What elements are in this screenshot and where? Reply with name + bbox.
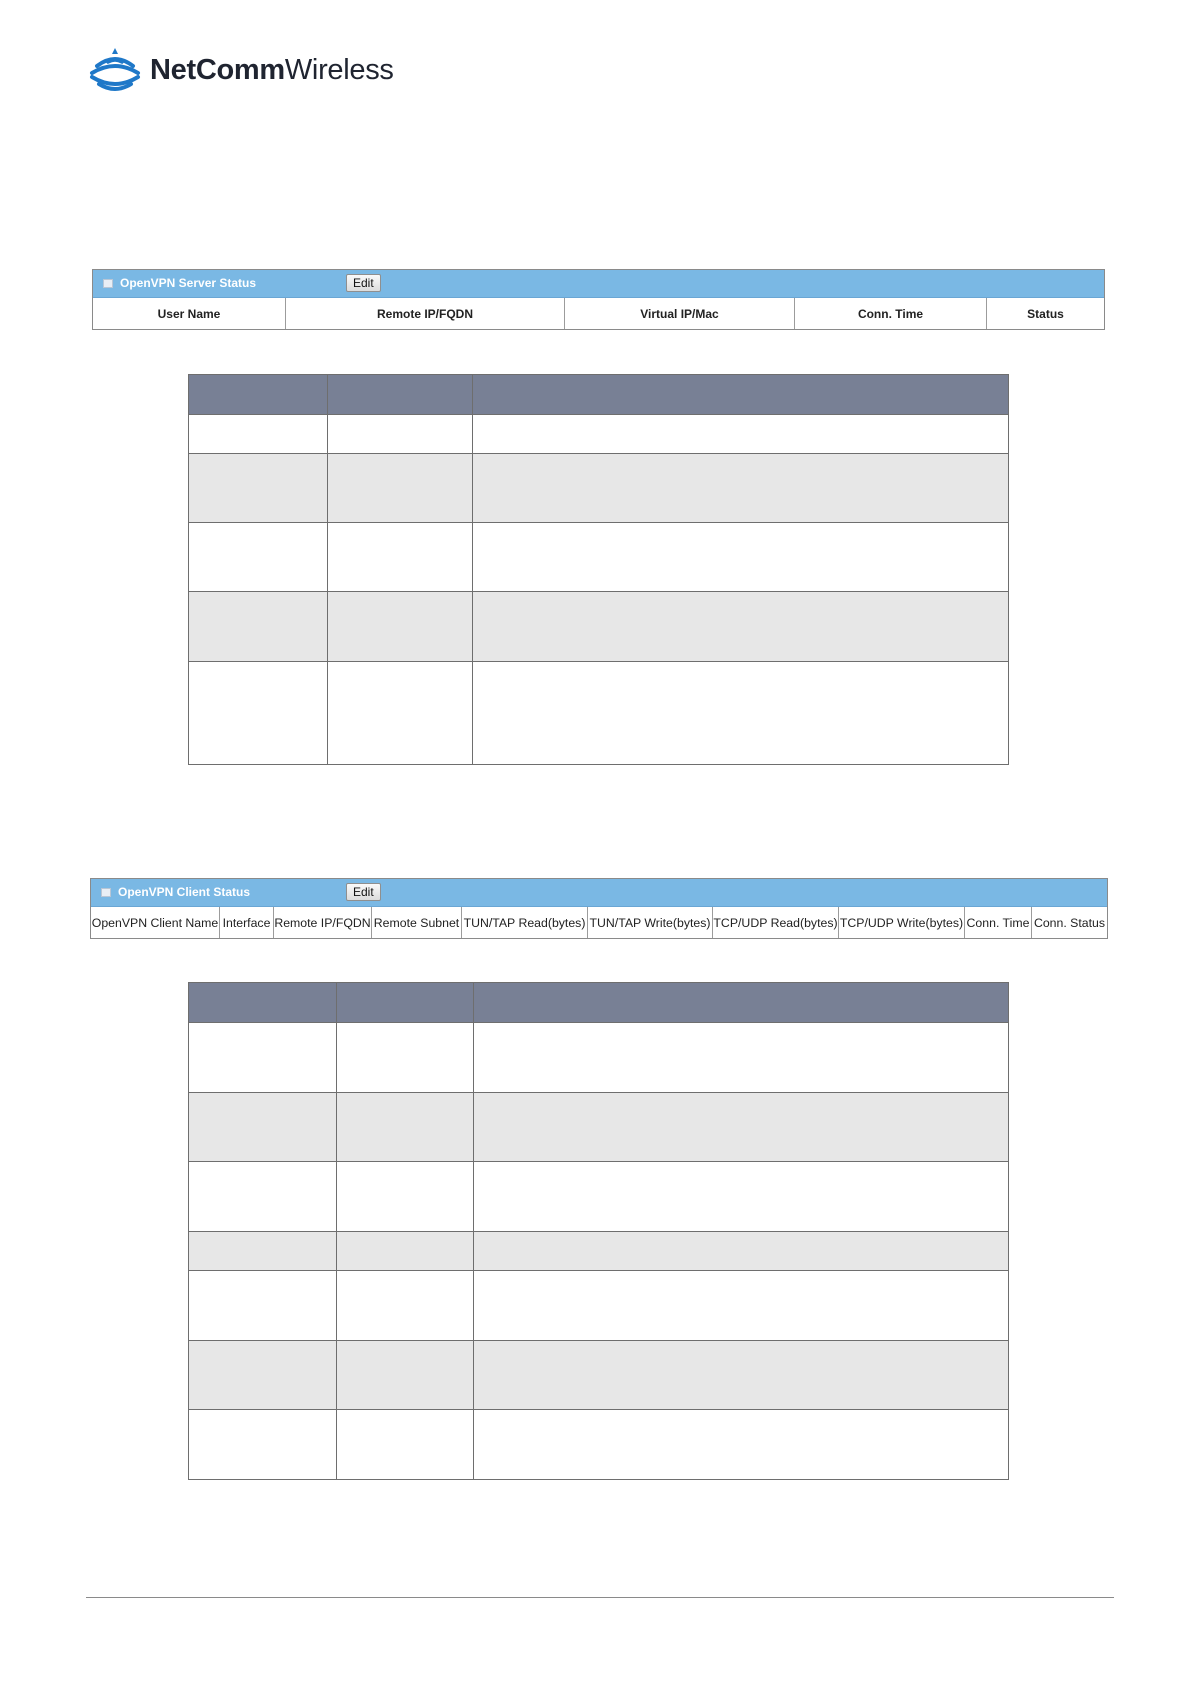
col-tuntap-read: TUN/TAP Read(bytes) (462, 907, 588, 938)
col-tcpudp-write: TCP/UDP Write(bytes) (839, 907, 965, 938)
table-row (189, 1162, 1009, 1232)
col-remote-ip: Remote IP/FQDN (286, 298, 565, 329)
table-header-cell (328, 375, 473, 415)
col-remote-subnet: Remote Subnet (372, 907, 462, 938)
server-column-headers (93, 298, 1104, 329)
client-description-table (188, 982, 1009, 1480)
col-user-name: User Name (93, 298, 286, 329)
table-row (189, 1232, 1009, 1271)
col-status: Status (1027, 306, 1064, 321)
footer-divider (86, 1597, 1114, 1598)
table-header-cell (189, 983, 337, 1023)
col-conn-status: Conn. Status (1033, 915, 1106, 930)
table-header-cell (189, 375, 328, 415)
table-header-row (189, 375, 1009, 415)
table-row (189, 592, 1009, 662)
brand-logo (88, 46, 428, 94)
brand-name (150, 54, 394, 87)
table-row (189, 1023, 1009, 1093)
client-edit-button[interactable]: Edit (346, 883, 381, 901)
client-panel-title (101, 885, 250, 899)
openvpn-server-status-panel (92, 269, 1105, 330)
table-header-row (189, 983, 1009, 1023)
table-row (189, 1271, 1009, 1341)
table-header-cell (337, 983, 474, 1023)
server-description-table (188, 374, 1009, 765)
table-row (189, 662, 1009, 765)
table-row (189, 454, 1009, 523)
table-row (189, 415, 1009, 454)
wifi-logo-icon (88, 46, 142, 94)
col-conn-time: Conn. Time (795, 298, 987, 329)
collapse-icon[interactable] (101, 888, 111, 897)
openvpn-client-status-panel (90, 878, 1108, 939)
col-tuntap-write: TUN/TAP Write(bytes) (588, 907, 713, 938)
client-panel-header (91, 879, 1107, 907)
col-conn-time: Conn. Time (965, 907, 1032, 938)
col-interface: Interface (220, 907, 274, 938)
table-row (189, 1341, 1009, 1410)
brand-name-light: Wireless (284, 53, 394, 86)
table-header-cell (474, 983, 1009, 1023)
server-edit-button[interactable]: Edit (346, 274, 381, 292)
col-tcpudp-read: TCP/UDP Read(bytes) (713, 907, 839, 938)
table-row (189, 1093, 1009, 1162)
server-panel-header (93, 270, 1104, 298)
brand-name-bold: NetComm (150, 53, 285, 86)
client-panel-title-text: OpenVPN Client Status (118, 885, 251, 899)
col-client-name: OpenVPN Client Name (91, 907, 220, 938)
col-remote-ip: Remote IP/FQDN (274, 907, 372, 938)
table-header-cell (473, 375, 1009, 415)
col-virtual-ip: Virtual IP/Mac (565, 298, 795, 329)
server-panel-title-text: OpenVPN Server Status (120, 276, 257, 290)
client-column-headers (91, 907, 1107, 938)
collapse-icon[interactable] (103, 279, 113, 288)
server-panel-title (103, 276, 256, 290)
table-row (189, 1410, 1009, 1480)
table-row (189, 523, 1009, 592)
